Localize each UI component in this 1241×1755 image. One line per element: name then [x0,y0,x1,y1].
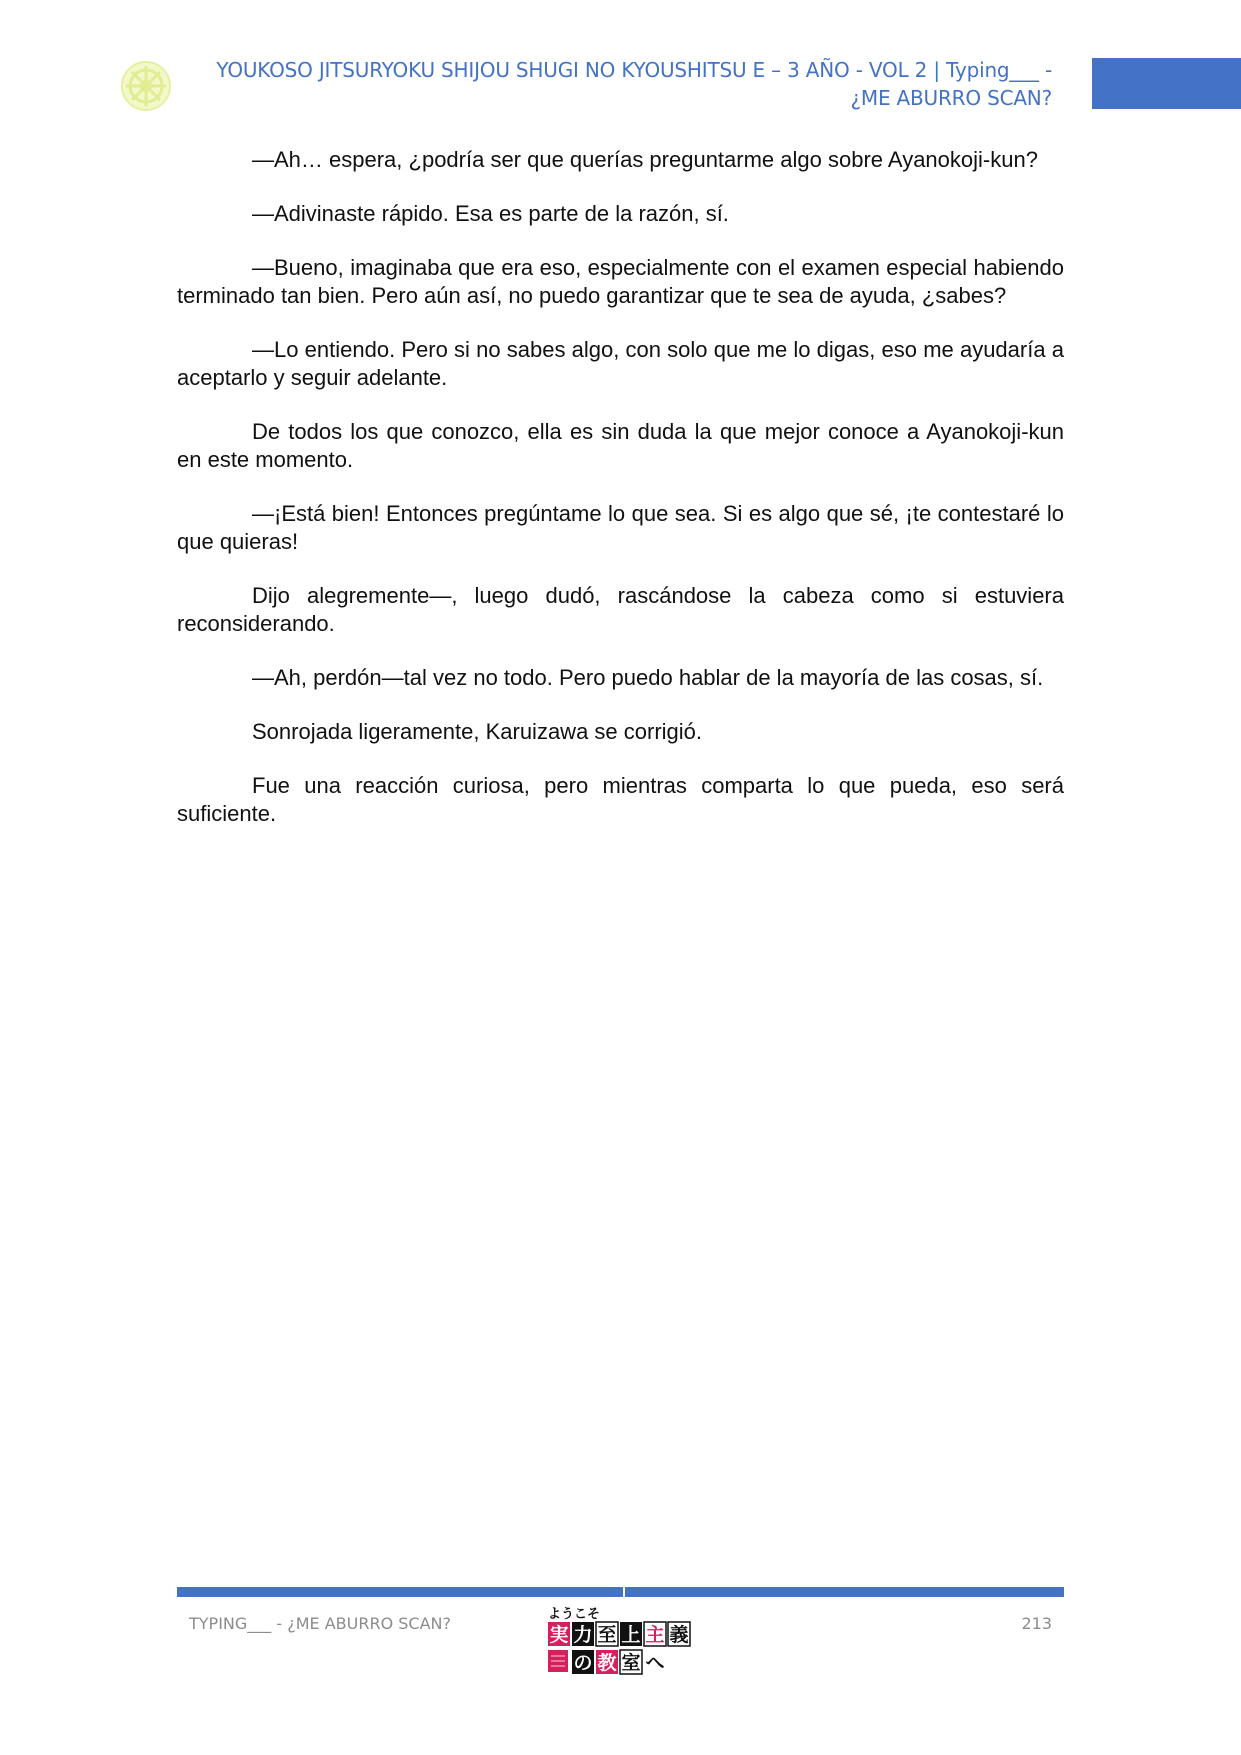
logo-char: 教 [597,1652,617,1674]
logo-char: 実 [549,1624,569,1646]
logo-char: へ [645,1652,665,1674]
paragraph: —Adivinaste rápido. Esa es parte de la razón, sí. [252,201,729,226]
header-title: YOUKOSO JITSURYOKU SHIJOU SHUGI NO KYOUSHITSU E – 3 AÑO - VOL 2 | Typing___ - ¿ME ABURRO SCAN? [216,58,1052,110]
page-body [177,146,1064,854]
logo-char: 主 [645,1624,665,1646]
paragraph: De todos los que conozco, ella es sin duda la que mejor conoce a Ayanokoji-kun en este momento. [177,419,1064,472]
logo-char: 上 [621,1624,641,1646]
logo-char: 至 [597,1624,617,1646]
paragraph: —Bueno, imaginaba que era eso, especialmente con el examen especial habiendo terminado tan bien. Pero aún así, no puedo garantizar que te sea de ayuda, ¿sabes? [177,255,1064,308]
logo-char: 義 [669,1624,689,1646]
paragraph: —Lo entiendo. Pero si no sabes algo, con solo que me lo digas, eso me ayudaría a aceptarlo y seguir adelante. [177,337,1064,390]
paragraph: Dijo alegremente—, luego dudó, rascándose la cabeza como si estuviera reconsiderando. [177,583,1064,636]
paragraph: —Ah… espera, ¿podría ser que querías preguntarme algo sobre Ayanokoji-kun? [252,147,1038,172]
paragraph: —¡Está bien! Entonces pregúntame lo que sea. Si es algo que sé, ¡te contestaré lo que quieras! [177,501,1064,554]
logo-char: 力 [573,1624,593,1646]
logo-char: の [573,1652,593,1674]
footer-left-text: TYPING___ - ¿ME ABURRO SCAN? [189,1614,451,1633]
paragraph: Sonrojada ligeramente, Karuizawa se corrigió. [252,719,703,744]
paragraph: —Ah, perdón—tal vez no todo. Pero puedo hablar de la mayoría de las cosas, sí. [252,665,1044,690]
series-logo [546,1604,694,1676]
footer-rule [177,1587,1064,1597]
header-accent-bar [1092,58,1241,109]
paragraph: Fue una reacción curiosa, pero mientras comparta lo que pueda, eso será suficiente. [177,773,1064,826]
logo-top-text: ようこそ [548,1607,601,1622]
page-number: 213 [1021,1614,1052,1633]
gear-emblem-icon [120,60,172,112]
logo-char: 室 [621,1652,641,1674]
